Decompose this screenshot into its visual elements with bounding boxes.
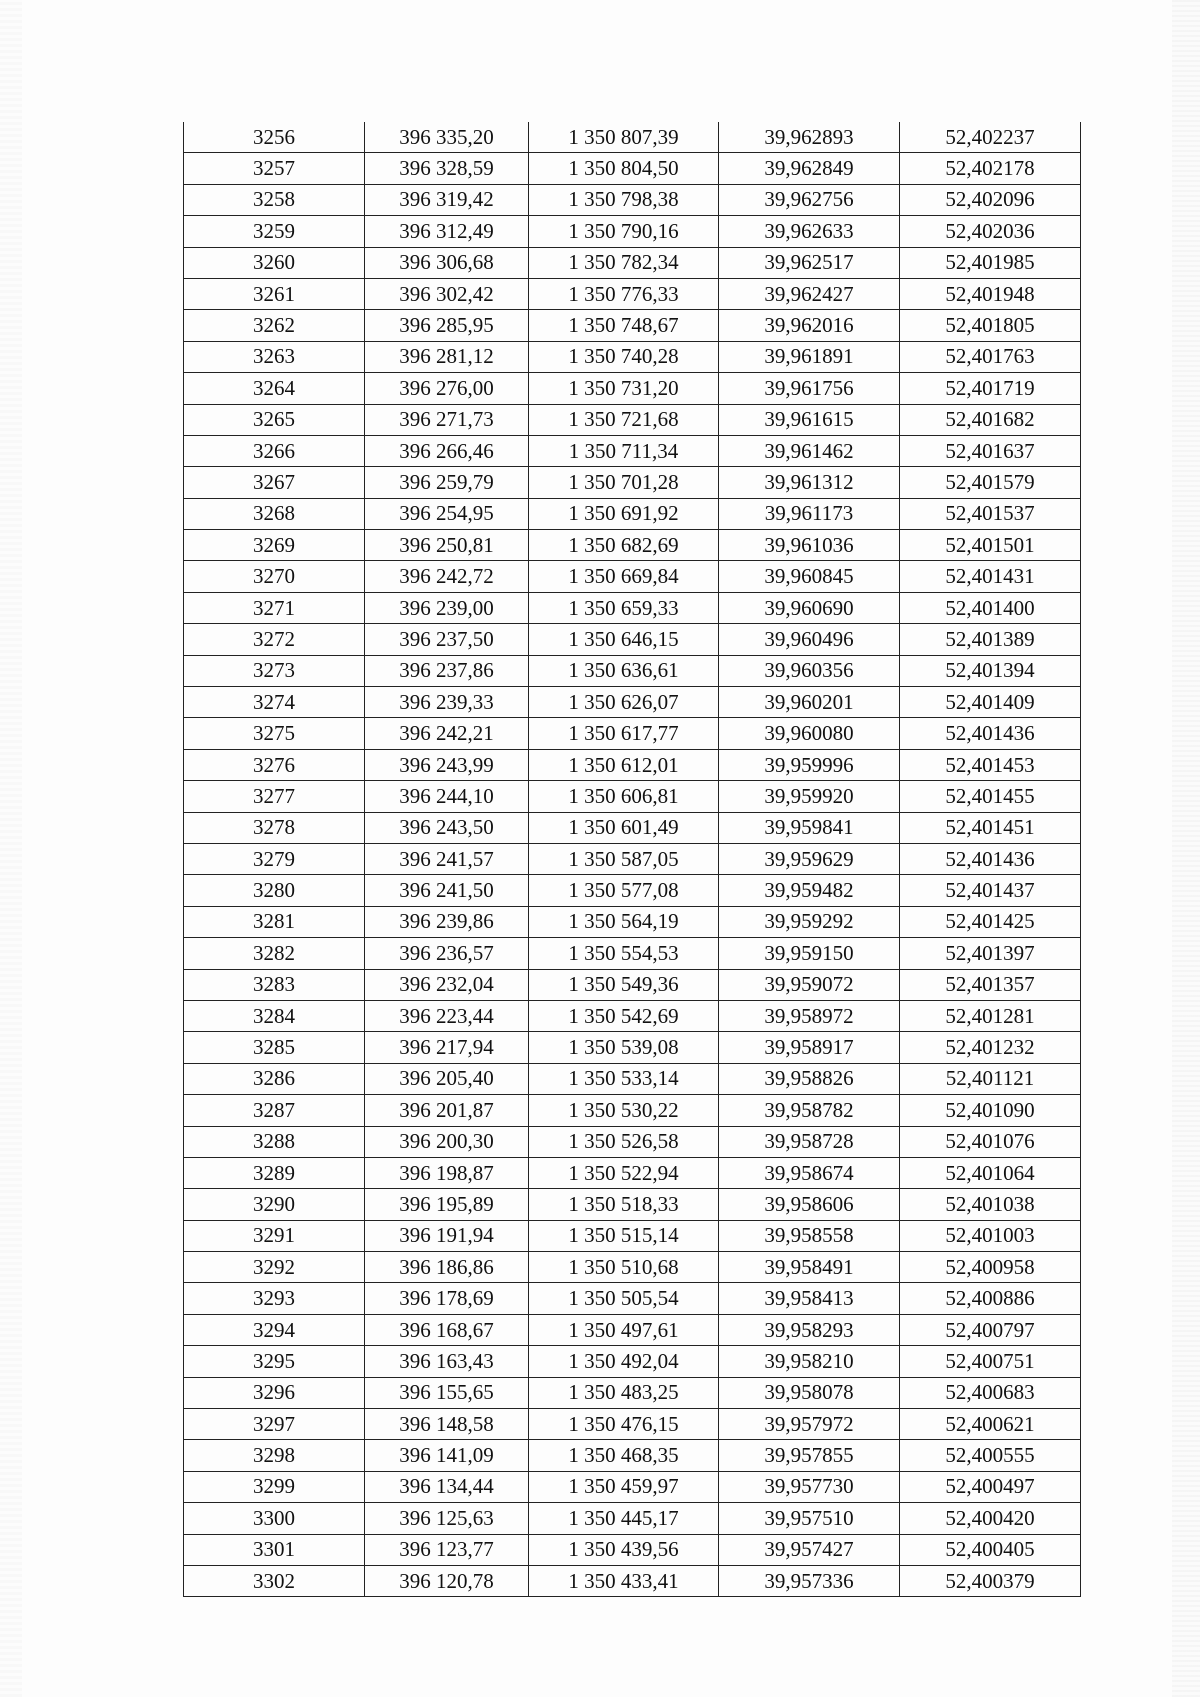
longitude-cell: 39,960690 xyxy=(719,592,900,623)
x-coordinate-cell: 396 120,78 xyxy=(365,1565,529,1596)
point-number-cell: 3266 xyxy=(184,435,365,466)
latitude-cell: 52,400497 xyxy=(900,1471,1081,1502)
table-row xyxy=(184,592,1081,623)
longitude-cell: 39,957336 xyxy=(719,1565,900,1596)
longitude-cell: 39,958782 xyxy=(719,1095,900,1126)
latitude-cell: 52,400379 xyxy=(900,1565,1081,1596)
table-row xyxy=(184,718,1081,749)
latitude-cell: 52,401451 xyxy=(900,812,1081,843)
y-coordinate-cell: 1 350 682,69 xyxy=(529,530,719,561)
table-row xyxy=(184,906,1081,937)
y-coordinate-cell: 1 350 721,68 xyxy=(529,404,719,435)
x-coordinate-cell: 396 201,87 xyxy=(365,1095,529,1126)
y-coordinate-cell: 1 350 445,17 xyxy=(529,1503,719,1534)
table-row xyxy=(184,749,1081,780)
longitude-cell: 39,962893 xyxy=(719,122,900,153)
y-coordinate-cell: 1 350 606,81 xyxy=(529,781,719,812)
latitude-cell: 52,400751 xyxy=(900,1346,1081,1377)
table-row xyxy=(184,435,1081,466)
table-row xyxy=(184,1157,1081,1188)
latitude-cell: 52,401719 xyxy=(900,373,1081,404)
table-row xyxy=(184,1471,1081,1502)
table-row xyxy=(184,1283,1081,1314)
longitude-cell: 39,959150 xyxy=(719,938,900,969)
y-coordinate-cell: 1 350 510,68 xyxy=(529,1252,719,1283)
x-coordinate-cell: 396 266,46 xyxy=(365,435,529,466)
y-coordinate-cell: 1 350 515,14 xyxy=(529,1220,719,1251)
y-coordinate-cell: 1 350 564,19 xyxy=(529,906,719,937)
x-coordinate-cell: 396 141,09 xyxy=(365,1440,529,1471)
table-row xyxy=(184,875,1081,906)
point-number-cell: 3300 xyxy=(184,1503,365,1534)
latitude-cell: 52,402036 xyxy=(900,216,1081,247)
table-row xyxy=(184,1063,1081,1094)
y-coordinate-cell: 1 350 711,34 xyxy=(529,435,719,466)
point-number-cell: 3285 xyxy=(184,1032,365,1063)
latitude-cell: 52,401281 xyxy=(900,1000,1081,1031)
y-coordinate-cell: 1 350 782,34 xyxy=(529,247,719,278)
table-row xyxy=(184,655,1081,686)
latitude-cell: 52,401637 xyxy=(900,435,1081,466)
longitude-cell: 39,958558 xyxy=(719,1220,900,1251)
table-row xyxy=(184,216,1081,247)
x-coordinate-cell: 396 148,58 xyxy=(365,1409,529,1440)
longitude-cell: 39,960496 xyxy=(719,624,900,655)
x-coordinate-cell: 396 223,44 xyxy=(365,1000,529,1031)
table-row xyxy=(184,1000,1081,1031)
x-coordinate-cell: 396 281,12 xyxy=(365,341,529,372)
longitude-cell: 39,958728 xyxy=(719,1126,900,1157)
x-coordinate-cell: 396 271,73 xyxy=(365,404,529,435)
y-coordinate-cell: 1 350 659,33 xyxy=(529,592,719,623)
x-coordinate-cell: 396 254,95 xyxy=(365,498,529,529)
x-coordinate-cell: 396 123,77 xyxy=(365,1534,529,1565)
y-coordinate-cell: 1 350 804,50 xyxy=(529,153,719,184)
longitude-cell: 39,962849 xyxy=(719,153,900,184)
y-coordinate-cell: 1 350 612,01 xyxy=(529,749,719,780)
coordinates-table-body xyxy=(184,122,1081,1597)
y-coordinate-cell: 1 350 691,92 xyxy=(529,498,719,529)
longitude-cell: 39,959292 xyxy=(719,906,900,937)
point-number-cell: 3287 xyxy=(184,1095,365,1126)
latitude-cell: 52,401425 xyxy=(900,906,1081,937)
point-number-cell: 3264 xyxy=(184,373,365,404)
table-row xyxy=(184,247,1081,278)
point-number-cell: 3297 xyxy=(184,1409,365,1440)
x-coordinate-cell: 396 205,40 xyxy=(365,1063,529,1094)
latitude-cell: 52,401389 xyxy=(900,624,1081,655)
longitude-cell: 39,957855 xyxy=(719,1440,900,1471)
y-coordinate-cell: 1 350 483,25 xyxy=(529,1377,719,1408)
latitude-cell: 52,401003 xyxy=(900,1220,1081,1251)
latitude-cell: 52,401431 xyxy=(900,561,1081,592)
x-coordinate-cell: 396 302,42 xyxy=(365,278,529,309)
table-row xyxy=(184,1032,1081,1063)
x-coordinate-cell: 396 328,59 xyxy=(365,153,529,184)
table-row xyxy=(184,373,1081,404)
y-coordinate-cell: 1 350 776,33 xyxy=(529,278,719,309)
point-number-cell: 3294 xyxy=(184,1314,365,1345)
table-row xyxy=(184,530,1081,561)
y-coordinate-cell: 1 350 798,38 xyxy=(529,184,719,215)
longitude-cell: 39,962517 xyxy=(719,247,900,278)
x-coordinate-cell: 396 259,79 xyxy=(365,467,529,498)
latitude-cell: 52,400405 xyxy=(900,1534,1081,1565)
latitude-cell: 52,401357 xyxy=(900,969,1081,1000)
longitude-cell: 39,958078 xyxy=(719,1377,900,1408)
table-row xyxy=(184,812,1081,843)
longitude-cell: 39,958972 xyxy=(719,1000,900,1031)
y-coordinate-cell: 1 350 518,33 xyxy=(529,1189,719,1220)
point-number-cell: 3256 xyxy=(184,122,365,153)
x-coordinate-cell: 396 217,94 xyxy=(365,1032,529,1063)
y-coordinate-cell: 1 350 492,04 xyxy=(529,1346,719,1377)
x-coordinate-cell: 396 276,00 xyxy=(365,373,529,404)
x-coordinate-cell: 396 178,69 xyxy=(365,1283,529,1314)
latitude-cell: 52,402237 xyxy=(900,122,1081,153)
y-coordinate-cell: 1 350 701,28 xyxy=(529,467,719,498)
point-number-cell: 3298 xyxy=(184,1440,365,1471)
point-number-cell: 3288 xyxy=(184,1126,365,1157)
y-coordinate-cell: 1 350 468,35 xyxy=(529,1440,719,1471)
table-row xyxy=(184,184,1081,215)
table-row xyxy=(184,1189,1081,1220)
latitude-cell: 52,401537 xyxy=(900,498,1081,529)
table-row xyxy=(184,1314,1081,1345)
point-number-cell: 3299 xyxy=(184,1471,365,1502)
y-coordinate-cell: 1 350 646,15 xyxy=(529,624,719,655)
longitude-cell: 39,958606 xyxy=(719,1189,900,1220)
longitude-cell: 39,958413 xyxy=(719,1283,900,1314)
latitude-cell: 52,401682 xyxy=(900,404,1081,435)
longitude-cell: 39,959072 xyxy=(719,969,900,1000)
x-coordinate-cell: 396 250,81 xyxy=(365,530,529,561)
longitude-cell: 39,958210 xyxy=(719,1346,900,1377)
point-number-cell: 3263 xyxy=(184,341,365,372)
x-coordinate-cell: 396 335,20 xyxy=(365,122,529,153)
table-row xyxy=(184,969,1081,1000)
point-number-cell: 3275 xyxy=(184,718,365,749)
x-coordinate-cell: 396 312,49 xyxy=(365,216,529,247)
point-number-cell: 3258 xyxy=(184,184,365,215)
point-number-cell: 3290 xyxy=(184,1189,365,1220)
y-coordinate-cell: 1 350 636,61 xyxy=(529,655,719,686)
point-number-cell: 3262 xyxy=(184,310,365,341)
point-number-cell: 3292 xyxy=(184,1252,365,1283)
point-number-cell: 3289 xyxy=(184,1157,365,1188)
latitude-cell: 52,400797 xyxy=(900,1314,1081,1345)
longitude-cell: 39,958674 xyxy=(719,1157,900,1188)
y-coordinate-cell: 1 350 807,39 xyxy=(529,122,719,153)
latitude-cell: 52,401763 xyxy=(900,341,1081,372)
latitude-cell: 52,401436 xyxy=(900,843,1081,874)
table-row xyxy=(184,1252,1081,1283)
table-row xyxy=(184,153,1081,184)
x-coordinate-cell: 396 191,94 xyxy=(365,1220,529,1251)
longitude-cell: 39,961756 xyxy=(719,373,900,404)
point-number-cell: 3291 xyxy=(184,1220,365,1251)
latitude-cell: 52,400420 xyxy=(900,1503,1081,1534)
x-coordinate-cell: 396 239,00 xyxy=(365,592,529,623)
latitude-cell: 52,401409 xyxy=(900,687,1081,718)
table-row xyxy=(184,1409,1081,1440)
y-coordinate-cell: 1 350 554,53 xyxy=(529,938,719,969)
x-coordinate-cell: 396 155,65 xyxy=(365,1377,529,1408)
longitude-cell: 39,961036 xyxy=(719,530,900,561)
point-number-cell: 3293 xyxy=(184,1283,365,1314)
longitude-cell: 39,961615 xyxy=(719,404,900,435)
latitude-cell: 52,400555 xyxy=(900,1440,1081,1471)
y-coordinate-cell: 1 350 433,41 xyxy=(529,1565,719,1596)
x-coordinate-cell: 396 198,87 xyxy=(365,1157,529,1188)
point-number-cell: 3278 xyxy=(184,812,365,843)
x-coordinate-cell: 396 134,44 xyxy=(365,1471,529,1502)
y-coordinate-cell: 1 350 740,28 xyxy=(529,341,719,372)
y-coordinate-cell: 1 350 526,58 xyxy=(529,1126,719,1157)
latitude-cell: 52,400683 xyxy=(900,1377,1081,1408)
longitude-cell: 39,958917 xyxy=(719,1032,900,1063)
x-coordinate-cell: 396 319,42 xyxy=(365,184,529,215)
x-coordinate-cell: 396 241,57 xyxy=(365,843,529,874)
table-row xyxy=(184,310,1081,341)
longitude-cell: 39,960356 xyxy=(719,655,900,686)
y-coordinate-cell: 1 350 577,08 xyxy=(529,875,719,906)
x-coordinate-cell: 396 200,30 xyxy=(365,1126,529,1157)
table-row xyxy=(184,1440,1081,1471)
longitude-cell: 39,957510 xyxy=(719,1503,900,1534)
point-number-cell: 3277 xyxy=(184,781,365,812)
table-row xyxy=(184,1377,1081,1408)
point-number-cell: 3284 xyxy=(184,1000,365,1031)
x-coordinate-cell: 396 239,86 xyxy=(365,906,529,937)
y-coordinate-cell: 1 350 439,56 xyxy=(529,1534,719,1565)
table-row xyxy=(184,687,1081,718)
longitude-cell: 39,958491 xyxy=(719,1252,900,1283)
latitude-cell: 52,401805 xyxy=(900,310,1081,341)
longitude-cell: 39,959841 xyxy=(719,812,900,843)
x-coordinate-cell: 396 241,50 xyxy=(365,875,529,906)
latitude-cell: 52,401038 xyxy=(900,1189,1081,1220)
latitude-cell: 52,400886 xyxy=(900,1283,1081,1314)
point-number-cell: 3279 xyxy=(184,843,365,874)
y-coordinate-cell: 1 350 539,08 xyxy=(529,1032,719,1063)
longitude-cell: 39,961312 xyxy=(719,467,900,498)
x-coordinate-cell: 396 242,72 xyxy=(365,561,529,592)
latitude-cell: 52,402178 xyxy=(900,153,1081,184)
point-number-cell: 3261 xyxy=(184,278,365,309)
table-row xyxy=(184,1126,1081,1157)
latitude-cell: 52,401090 xyxy=(900,1095,1081,1126)
x-coordinate-cell: 396 239,33 xyxy=(365,687,529,718)
latitude-cell: 52,400621 xyxy=(900,1409,1081,1440)
latitude-cell: 52,402096 xyxy=(900,184,1081,215)
latitude-cell: 52,401453 xyxy=(900,749,1081,780)
point-number-cell: 3274 xyxy=(184,687,365,718)
table-row xyxy=(184,1565,1081,1596)
latitude-cell: 52,401579 xyxy=(900,467,1081,498)
point-number-cell: 3271 xyxy=(184,592,365,623)
y-coordinate-cell: 1 350 601,49 xyxy=(529,812,719,843)
x-coordinate-cell: 396 236,57 xyxy=(365,938,529,969)
coordinates-table xyxy=(183,122,1081,1597)
y-coordinate-cell: 1 350 549,36 xyxy=(529,969,719,1000)
table-row xyxy=(184,1534,1081,1565)
point-number-cell: 3295 xyxy=(184,1346,365,1377)
longitude-cell: 39,959629 xyxy=(719,843,900,874)
point-number-cell: 3269 xyxy=(184,530,365,561)
latitude-cell: 52,401437 xyxy=(900,875,1081,906)
longitude-cell: 39,962756 xyxy=(719,184,900,215)
x-coordinate-cell: 396 237,50 xyxy=(365,624,529,655)
point-number-cell: 3260 xyxy=(184,247,365,278)
y-coordinate-cell: 1 350 542,69 xyxy=(529,1000,719,1031)
table-row xyxy=(184,624,1081,655)
scan-edge-left xyxy=(0,0,22,1697)
point-number-cell: 3302 xyxy=(184,1565,365,1596)
y-coordinate-cell: 1 350 626,07 xyxy=(529,687,719,718)
y-coordinate-cell: 1 350 530,22 xyxy=(529,1095,719,1126)
y-coordinate-cell: 1 350 459,97 xyxy=(529,1471,719,1502)
table-row xyxy=(184,561,1081,592)
y-coordinate-cell: 1 350 522,94 xyxy=(529,1157,719,1188)
longitude-cell: 39,962633 xyxy=(719,216,900,247)
point-number-cell: 3280 xyxy=(184,875,365,906)
point-number-cell: 3272 xyxy=(184,624,365,655)
table-row xyxy=(184,843,1081,874)
longitude-cell: 39,958826 xyxy=(719,1063,900,1094)
x-coordinate-cell: 396 243,50 xyxy=(365,812,529,843)
y-coordinate-cell: 1 350 790,16 xyxy=(529,216,719,247)
point-number-cell: 3276 xyxy=(184,749,365,780)
y-coordinate-cell: 1 350 669,84 xyxy=(529,561,719,592)
point-number-cell: 3270 xyxy=(184,561,365,592)
y-coordinate-cell: 1 350 748,67 xyxy=(529,310,719,341)
latitude-cell: 52,401232 xyxy=(900,1032,1081,1063)
table-row xyxy=(184,1095,1081,1126)
latitude-cell: 52,401394 xyxy=(900,655,1081,686)
y-coordinate-cell: 1 350 533,14 xyxy=(529,1063,719,1094)
longitude-cell: 39,961462 xyxy=(719,435,900,466)
point-number-cell: 3267 xyxy=(184,467,365,498)
longitude-cell: 39,962427 xyxy=(719,278,900,309)
x-coordinate-cell: 396 125,63 xyxy=(365,1503,529,1534)
longitude-cell: 39,960080 xyxy=(719,718,900,749)
x-coordinate-cell: 396 237,86 xyxy=(365,655,529,686)
point-number-cell: 3296 xyxy=(184,1377,365,1408)
y-coordinate-cell: 1 350 731,20 xyxy=(529,373,719,404)
y-coordinate-cell: 1 350 476,15 xyxy=(529,1409,719,1440)
latitude-cell: 52,401985 xyxy=(900,247,1081,278)
latitude-cell: 52,401501 xyxy=(900,530,1081,561)
latitude-cell: 52,401400 xyxy=(900,592,1081,623)
y-coordinate-cell: 1 350 505,54 xyxy=(529,1283,719,1314)
table-row xyxy=(184,122,1081,153)
table-row xyxy=(184,1346,1081,1377)
y-coordinate-cell: 1 350 497,61 xyxy=(529,1314,719,1345)
table-row xyxy=(184,1220,1081,1251)
y-coordinate-cell: 1 350 617,77 xyxy=(529,718,719,749)
x-coordinate-cell: 396 242,21 xyxy=(365,718,529,749)
latitude-cell: 52,401397 xyxy=(900,938,1081,969)
latitude-cell: 52,401436 xyxy=(900,718,1081,749)
x-coordinate-cell: 396 232,04 xyxy=(365,969,529,1000)
longitude-cell: 39,959920 xyxy=(719,781,900,812)
latitude-cell: 52,401948 xyxy=(900,278,1081,309)
longitude-cell: 39,959482 xyxy=(719,875,900,906)
point-number-cell: 3257 xyxy=(184,153,365,184)
longitude-cell: 39,960845 xyxy=(719,561,900,592)
x-coordinate-cell: 396 168,67 xyxy=(365,1314,529,1345)
x-coordinate-cell: 396 244,10 xyxy=(365,781,529,812)
scan-edge-right xyxy=(1172,0,1200,1697)
x-coordinate-cell: 396 285,95 xyxy=(365,310,529,341)
latitude-cell: 52,401121 xyxy=(900,1063,1081,1094)
point-number-cell: 3282 xyxy=(184,938,365,969)
x-coordinate-cell: 396 243,99 xyxy=(365,749,529,780)
longitude-cell: 39,961891 xyxy=(719,341,900,372)
point-number-cell: 3259 xyxy=(184,216,365,247)
x-coordinate-cell: 396 186,86 xyxy=(365,1252,529,1283)
point-number-cell: 3281 xyxy=(184,906,365,937)
longitude-cell: 39,960201 xyxy=(719,687,900,718)
point-number-cell: 3286 xyxy=(184,1063,365,1094)
longitude-cell: 39,957427 xyxy=(719,1534,900,1565)
latitude-cell: 52,400958 xyxy=(900,1252,1081,1283)
table-row xyxy=(184,1503,1081,1534)
latitude-cell: 52,401455 xyxy=(900,781,1081,812)
longitude-cell: 39,957730 xyxy=(719,1471,900,1502)
x-coordinate-cell: 396 195,89 xyxy=(365,1189,529,1220)
point-number-cell: 3265 xyxy=(184,404,365,435)
x-coordinate-cell: 396 306,68 xyxy=(365,247,529,278)
table-row xyxy=(184,404,1081,435)
table-row xyxy=(184,938,1081,969)
x-coordinate-cell: 396 163,43 xyxy=(365,1346,529,1377)
y-coordinate-cell: 1 350 587,05 xyxy=(529,843,719,874)
point-number-cell: 3301 xyxy=(184,1534,365,1565)
longitude-cell: 39,958293 xyxy=(719,1314,900,1345)
longitude-cell: 39,961173 xyxy=(719,498,900,529)
point-number-cell: 3268 xyxy=(184,498,365,529)
longitude-cell: 39,959996 xyxy=(719,749,900,780)
table-row xyxy=(184,341,1081,372)
longitude-cell: 39,962016 xyxy=(719,310,900,341)
table-row xyxy=(184,498,1081,529)
latitude-cell: 52,401076 xyxy=(900,1126,1081,1157)
longitude-cell: 39,957972 xyxy=(719,1409,900,1440)
latitude-cell: 52,401064 xyxy=(900,1157,1081,1188)
table-row xyxy=(184,278,1081,309)
point-number-cell: 3283 xyxy=(184,969,365,1000)
table-row xyxy=(184,781,1081,812)
table-row xyxy=(184,467,1081,498)
point-number-cell: 3273 xyxy=(184,655,365,686)
